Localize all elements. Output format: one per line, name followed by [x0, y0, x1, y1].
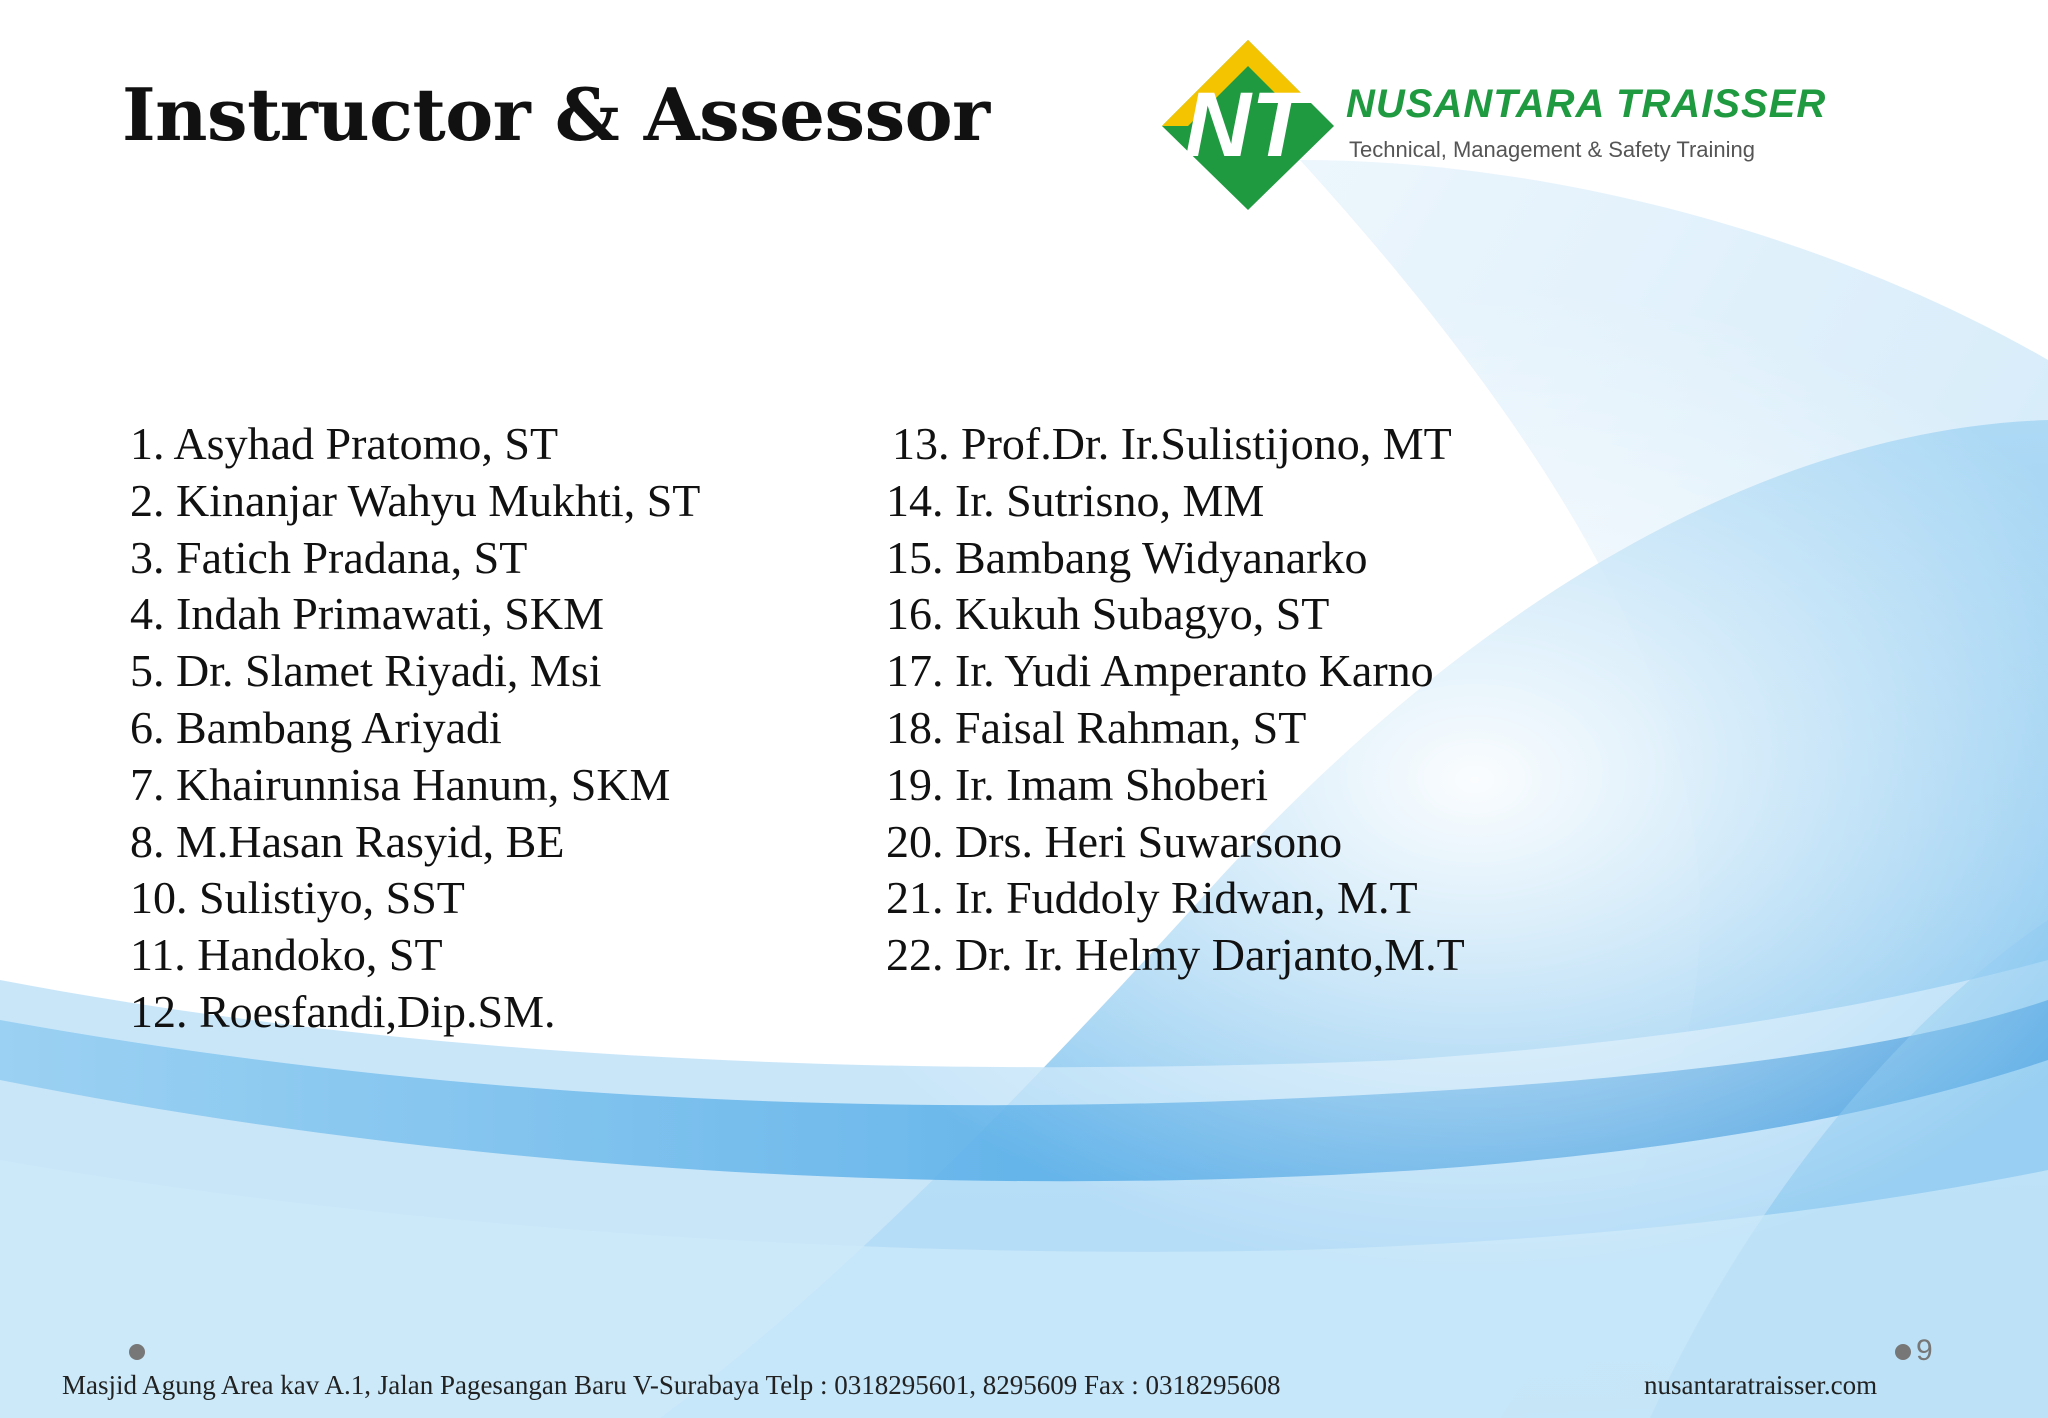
- list-item: 17. Ir. Yudi Amperanto Karno: [886, 645, 1434, 697]
- list-item: 11. Handoko, ST: [130, 929, 443, 981]
- page-number-dot: [1895, 1344, 1911, 1360]
- list-item: 16. Kukuh Subagyo, ST: [886, 588, 1330, 640]
- company-logo: [1158, 38, 1858, 213]
- nt-logo-mark: [1158, 38, 1338, 213]
- page-title: Instructor & Assessor: [122, 72, 990, 157]
- list-item: 7. Khairunnisa Hanum, SKM: [130, 758, 671, 810]
- footer-bullet-dot: [129, 1344, 145, 1360]
- instructor-list-left: [130, 416, 700, 1041]
- list-item: 8. M.Hasan Rasyid, BE: [130, 815, 565, 867]
- list-item: 10. Sulistiyo, SST: [130, 872, 465, 924]
- list-item: 2. Kinanjar Wahyu Mukhti, ST: [130, 474, 701, 526]
- brand-tagline: Technical, Management & Safety Training: [1349, 137, 1756, 162]
- instructor-list-right: [886, 416, 1465, 984]
- list-item: 5. Dr. Slamet Riyadi, Msi: [130, 645, 602, 697]
- list-item: 20. Drs. Heri Suwarsono: [886, 815, 1343, 867]
- list-item: 6. Bambang Ariyadi: [130, 701, 502, 753]
- page-number: 9: [1916, 1334, 1933, 1367]
- footer-website: nusantaratraisser.com: [1644, 1370, 1878, 1400]
- list-item: 19. Ir. Imam Shoberi: [886, 758, 1268, 810]
- list-item: 3. Fatich Pradana, ST: [130, 531, 528, 583]
- logo-monogram: NT: [1184, 74, 1308, 176]
- list-item: 4. Indah Primawati, SKM: [130, 588, 605, 640]
- list-item: 1. Asyhad Pratomo, ST: [130, 418, 559, 469]
- list-item: 21. Ir. Fuddoly Ridwan, M.T: [886, 872, 1418, 924]
- footer-address: Masjid Agung Area kav A.1, Jalan Pagesangan Baru V-Surabaya Telp : 0318295601, 8295609 Fax : 0318295608: [62, 1370, 1281, 1400]
- list-item: 14. Ir. Sutrisno, MM: [886, 474, 1265, 526]
- list-item: 13. Prof.Dr. Ir.Sulistijono, MT: [892, 418, 1452, 469]
- list-item: 18. Faisal Rahman, ST: [886, 701, 1307, 753]
- list-item: 12. Roesfandi,Dip.SM.: [130, 985, 556, 1037]
- list-item: 15. Bambang Widyanarko: [886, 531, 1368, 583]
- list-item: 22. Dr. Ir. Helmy Darjanto,M.T: [886, 929, 1465, 981]
- brand-name: NUSANTARA TRAISSER: [1346, 82, 1827, 126]
